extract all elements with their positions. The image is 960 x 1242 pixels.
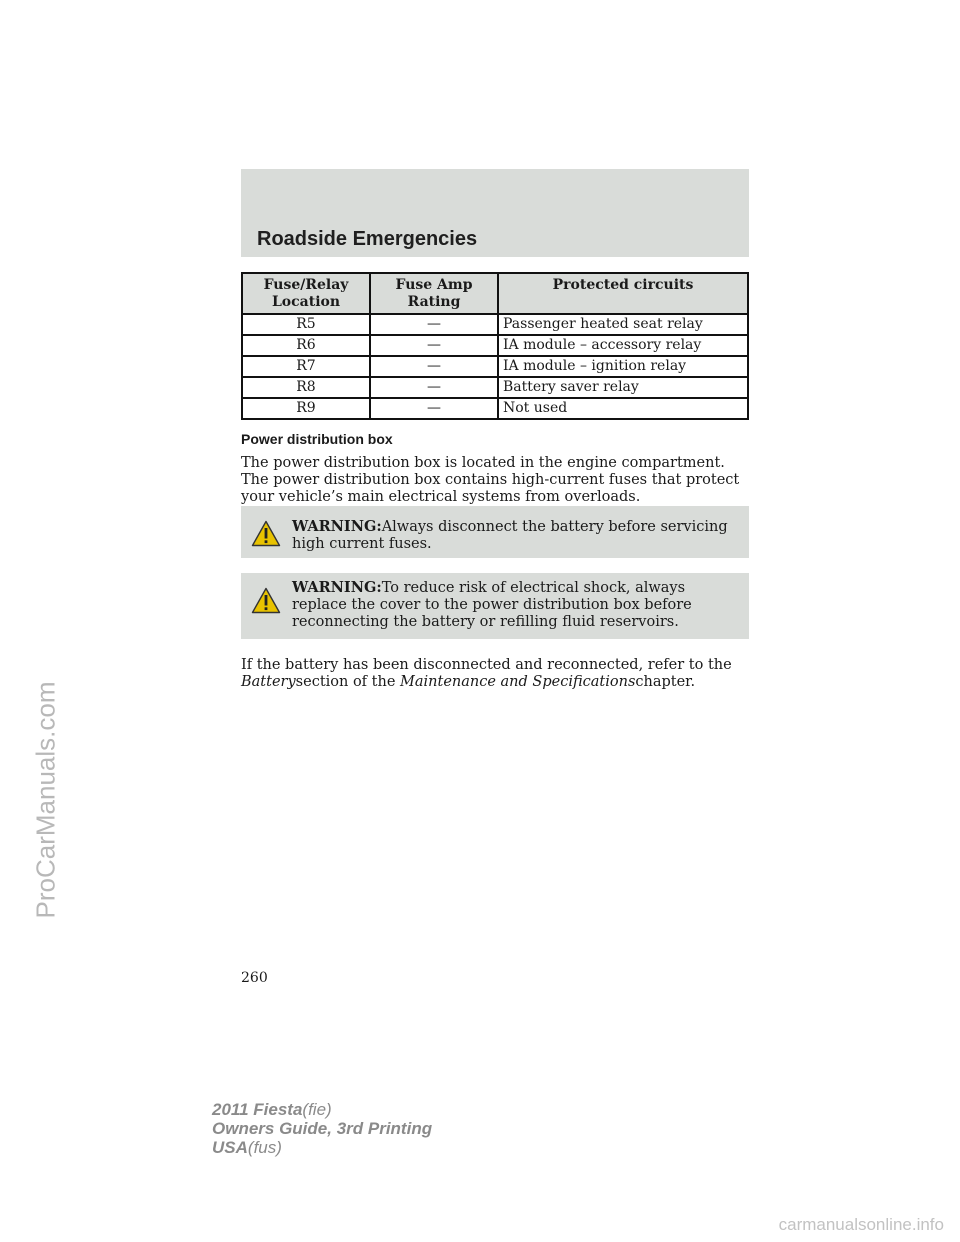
cell-circuit: Not used [498, 398, 748, 419]
column-header-protected-circuits: Protected circuits [498, 273, 748, 314]
fuse-relay-table [241, 272, 749, 420]
cell-amp-rating: — [370, 356, 498, 377]
table-row [242, 356, 748, 377]
warning-triangle-icon [251, 587, 281, 614]
column-header-amp-rating: Fuse Amp Rating [370, 273, 498, 314]
cell-location: R5 [242, 314, 370, 335]
warning-label: WARNING: [292, 518, 382, 535]
closing-text: section of the [295, 674, 401, 690]
column-header-location: Fuse/Relay Location [242, 273, 370, 314]
footer-market-code: (fus) [247, 1138, 282, 1157]
footer-market: USA [212, 1138, 248, 1157]
closing-text: chapter. [635, 674, 696, 690]
warning-triangle-icon [251, 520, 281, 547]
warning-label: WARNING: [292, 579, 382, 596]
closing-text: If the battery has been disconnected and reconnected, refer to the [241, 657, 732, 673]
section-header-band [241, 169, 749, 257]
cell-circuit: Battery saver relay [498, 377, 748, 398]
footer-model-code: (fie) [302, 1100, 332, 1119]
cell-circuit: IA module – ignition relay [498, 356, 748, 377]
cell-location: R9 [242, 398, 370, 419]
cell-location: R6 [242, 335, 370, 356]
document-footer [212, 1100, 432, 1157]
warning-message: Always disconnect the battery before servicing high current fuses. [292, 519, 728, 552]
warning-box-2 [241, 573, 749, 639]
footer-model: 2011 Fiesta [212, 1100, 303, 1119]
page-number: 260 [241, 970, 268, 986]
table-row [242, 314, 748, 335]
warning-message: To reduce risk of electrical shock, always replace the cover to the power distribution box before reconnecting the battery or refilling fluid reservoirs. [292, 580, 692, 630]
cell-amp-rating: — [370, 398, 498, 419]
warning-box-1 [241, 506, 749, 558]
table-row [242, 335, 748, 356]
cell-location: R8 [242, 377, 370, 398]
section-title: Roadside Emergencies [257, 228, 478, 250]
intro-paragraph: The power distribution box is located in the engine compartment. The power distribution box contains high-current fuses that protect your vehicle’s main electrical systems from overloads. [241, 455, 740, 505]
battery-reference: Battery [241, 674, 296, 690]
cell-amp-rating: — [370, 314, 498, 335]
cell-location: R7 [242, 356, 370, 377]
warning-text [241, 518, 749, 553]
closing-paragraph [241, 657, 751, 691]
footer-guide: Owners Guide, 3rd Printing [212, 1119, 433, 1138]
cell-circuit: IA module – accessory relay [498, 335, 748, 356]
cell-amp-rating: — [370, 377, 498, 398]
warning-text [292, 579, 739, 631]
table-row [242, 377, 748, 398]
table-header-row [242, 273, 748, 314]
table-row [242, 398, 748, 419]
bottom-watermark: carmanualsonline.info [778, 1215, 944, 1234]
side-watermark: ProCarManuals.com [30, 681, 61, 919]
cell-circuit: Passenger heated seat relay [498, 314, 748, 335]
subsection-heading: Power distribution box [241, 431, 393, 447]
maintenance-chapter-reference: Maintenance and Specifications [400, 674, 636, 690]
cell-amp-rating: — [370, 335, 498, 356]
